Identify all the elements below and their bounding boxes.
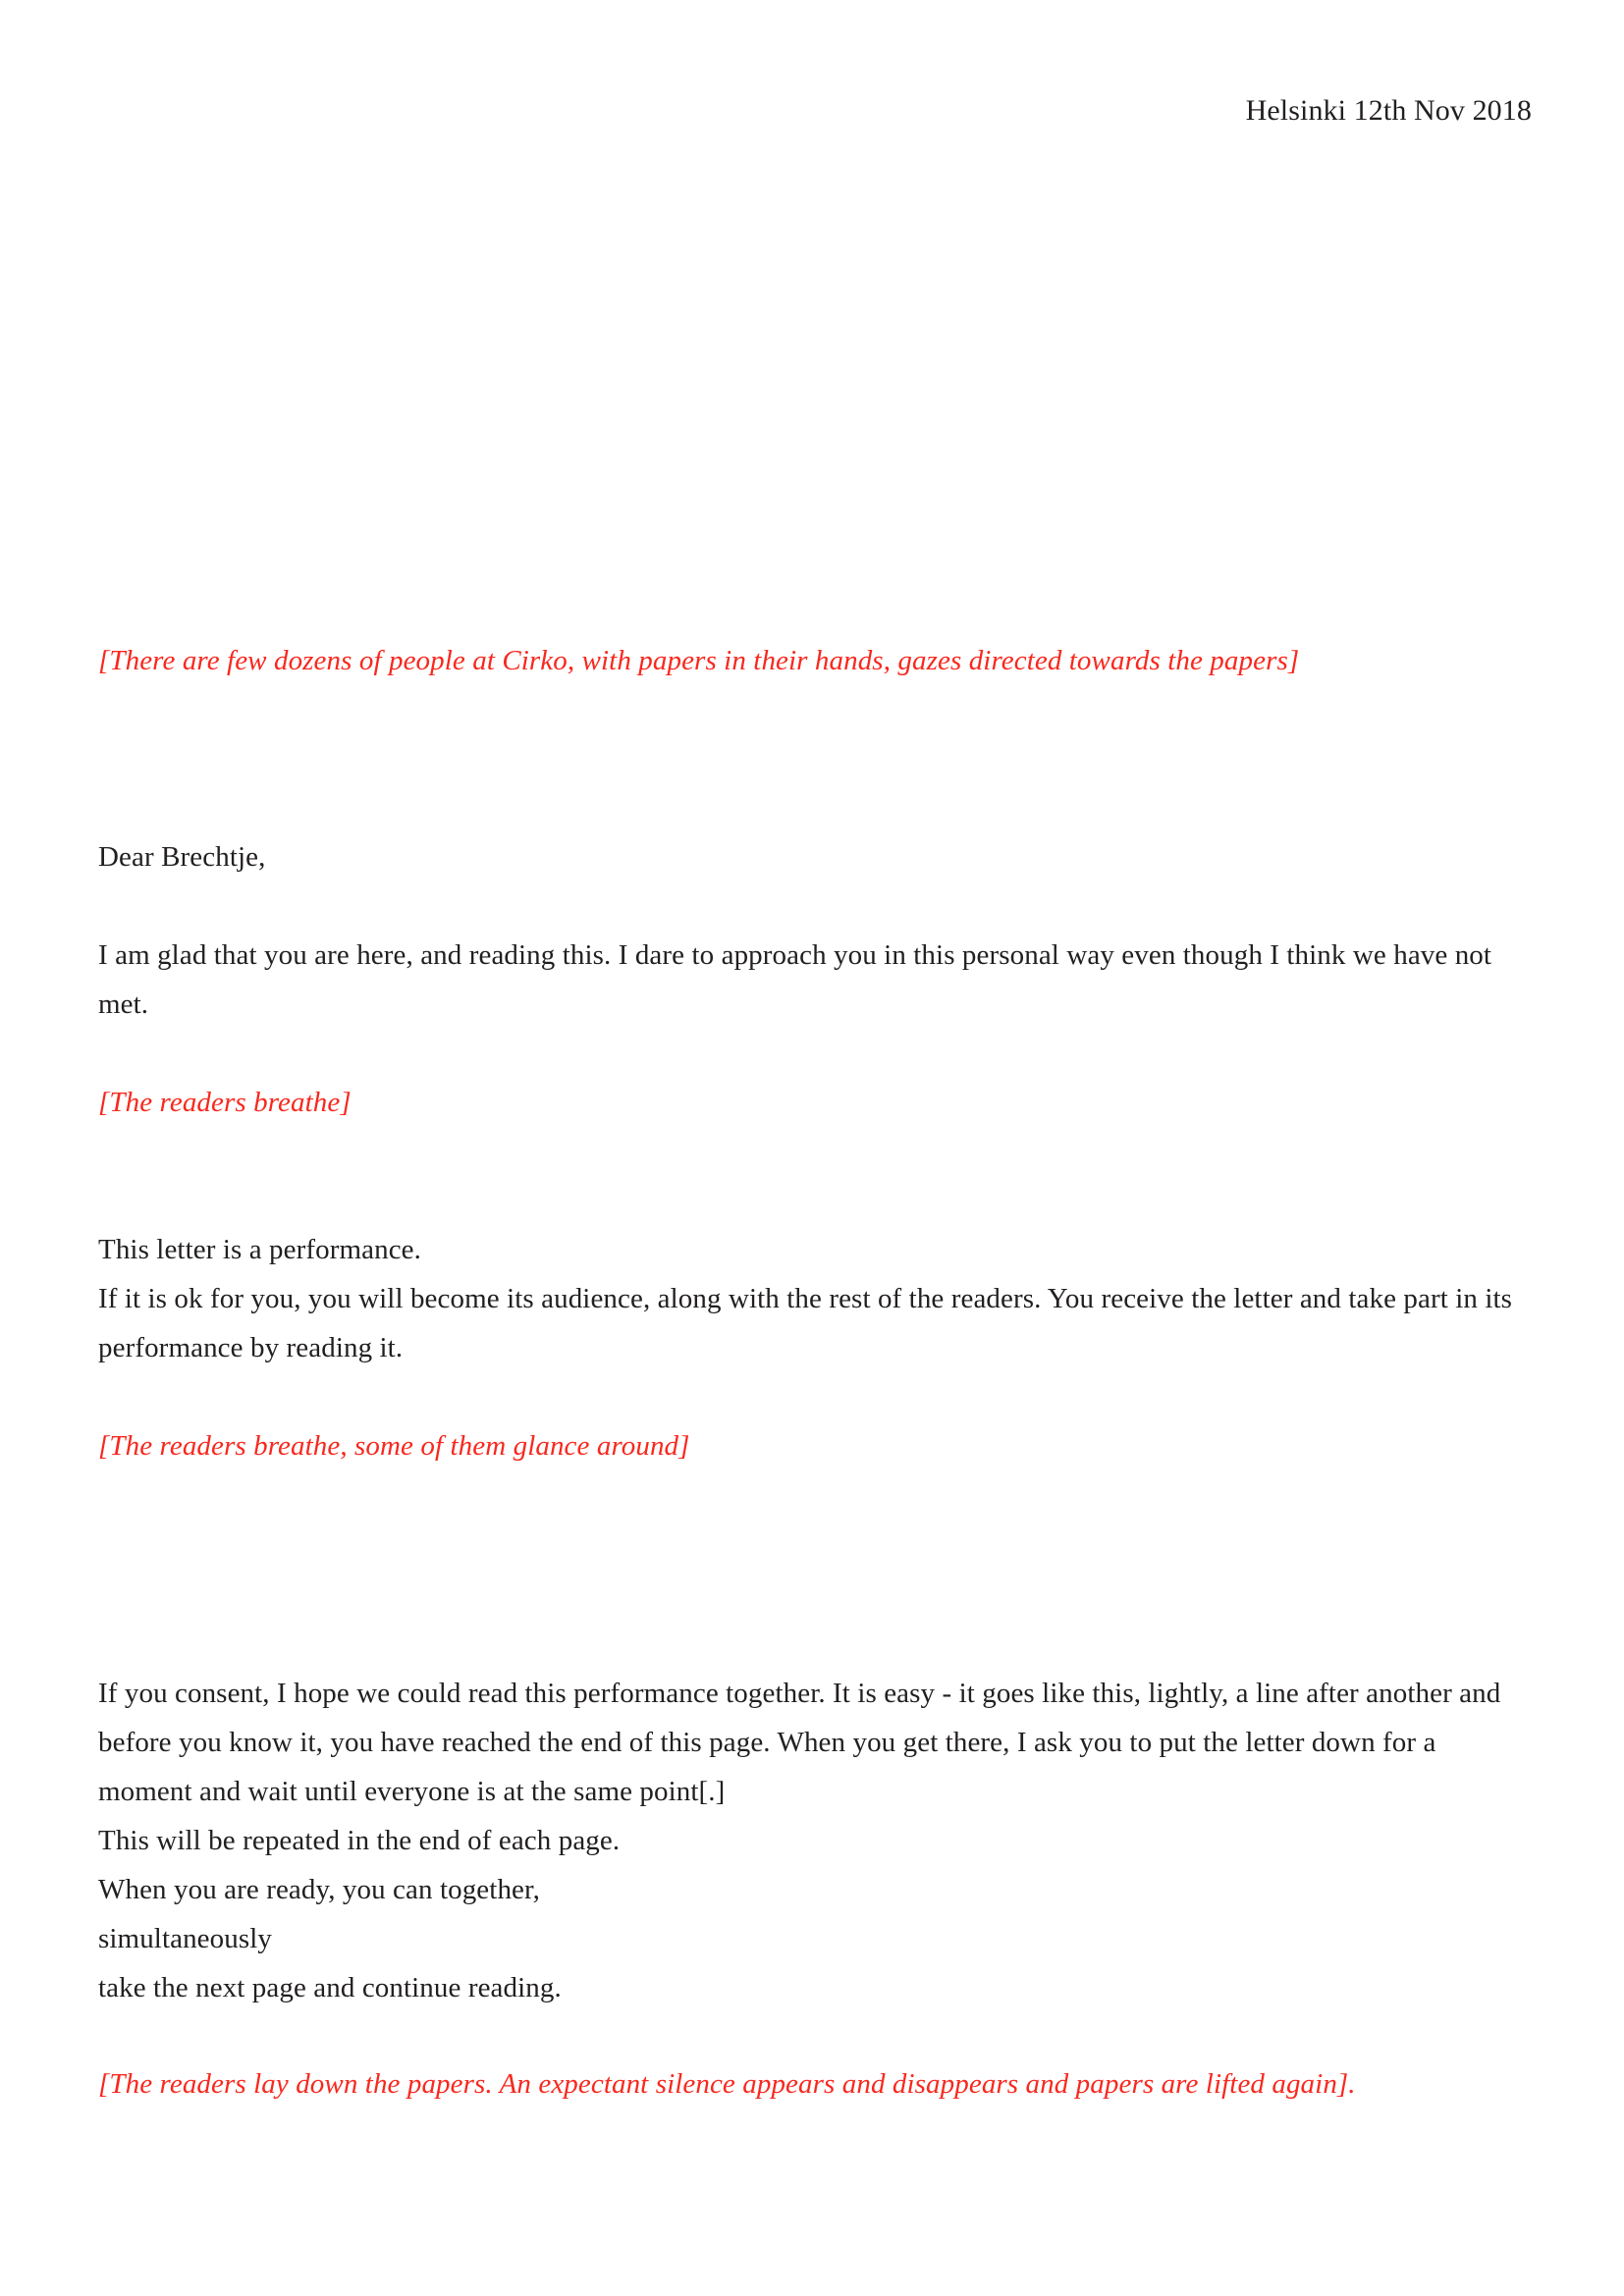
- paragraph-1: I am glad that you are here, and reading this. I dare to approach you in this personal way even though I think we have not met.: [98, 939, 1492, 1020]
- paragraph-3: [98, 1669, 1532, 2012]
- paragraph-3-main: If you consent, I hope we could read this performance together. It is easy - it goes like this, lightly, a line after another and before you know it, you have reached the end of this page. When you get there, I ask you to put the letter down for a moment and wait until everyone is at the same point[.]: [98, 1678, 1501, 1807]
- paragraph-3-line-3: When you are ready, you can together,: [98, 1874, 540, 1905]
- stage-direction-2: [The readers breathe]: [98, 1087, 352, 1118]
- paragraph-2-line-1: This letter is a performance.: [98, 1234, 422, 1265]
- dateline: Helsinki 12th Nov 2018: [1245, 94, 1532, 127]
- paragraph-2-rest: If it is ok for you, you will become its audience, along with the rest of the readers. You receive the letter and take part in its performance by reading it.: [98, 1283, 1513, 1363]
- paragraph-3-line-2: This will be repeated in the end of each page.: [98, 1825, 621, 1856]
- stage-direction-4: [The readers lay down the papers. An expectant silence appears and disappears and papers are lifted again].: [98, 2068, 1356, 2100]
- salutation: Dear Brechtje,: [98, 841, 266, 873]
- stage-direction-3: [The readers breathe, some of them glance around]: [98, 1430, 690, 1462]
- paragraph-3-line-5: take the next page and continue reading.: [98, 1972, 562, 2003]
- paragraph-3-line-4: simultaneously: [98, 1923, 272, 1954]
- paragraph-2: [98, 1225, 1532, 1372]
- stage-direction-1: [There are few dozens of people at Cirko, with papers in their hands, gazes directed towards the papers]: [98, 645, 1300, 676]
